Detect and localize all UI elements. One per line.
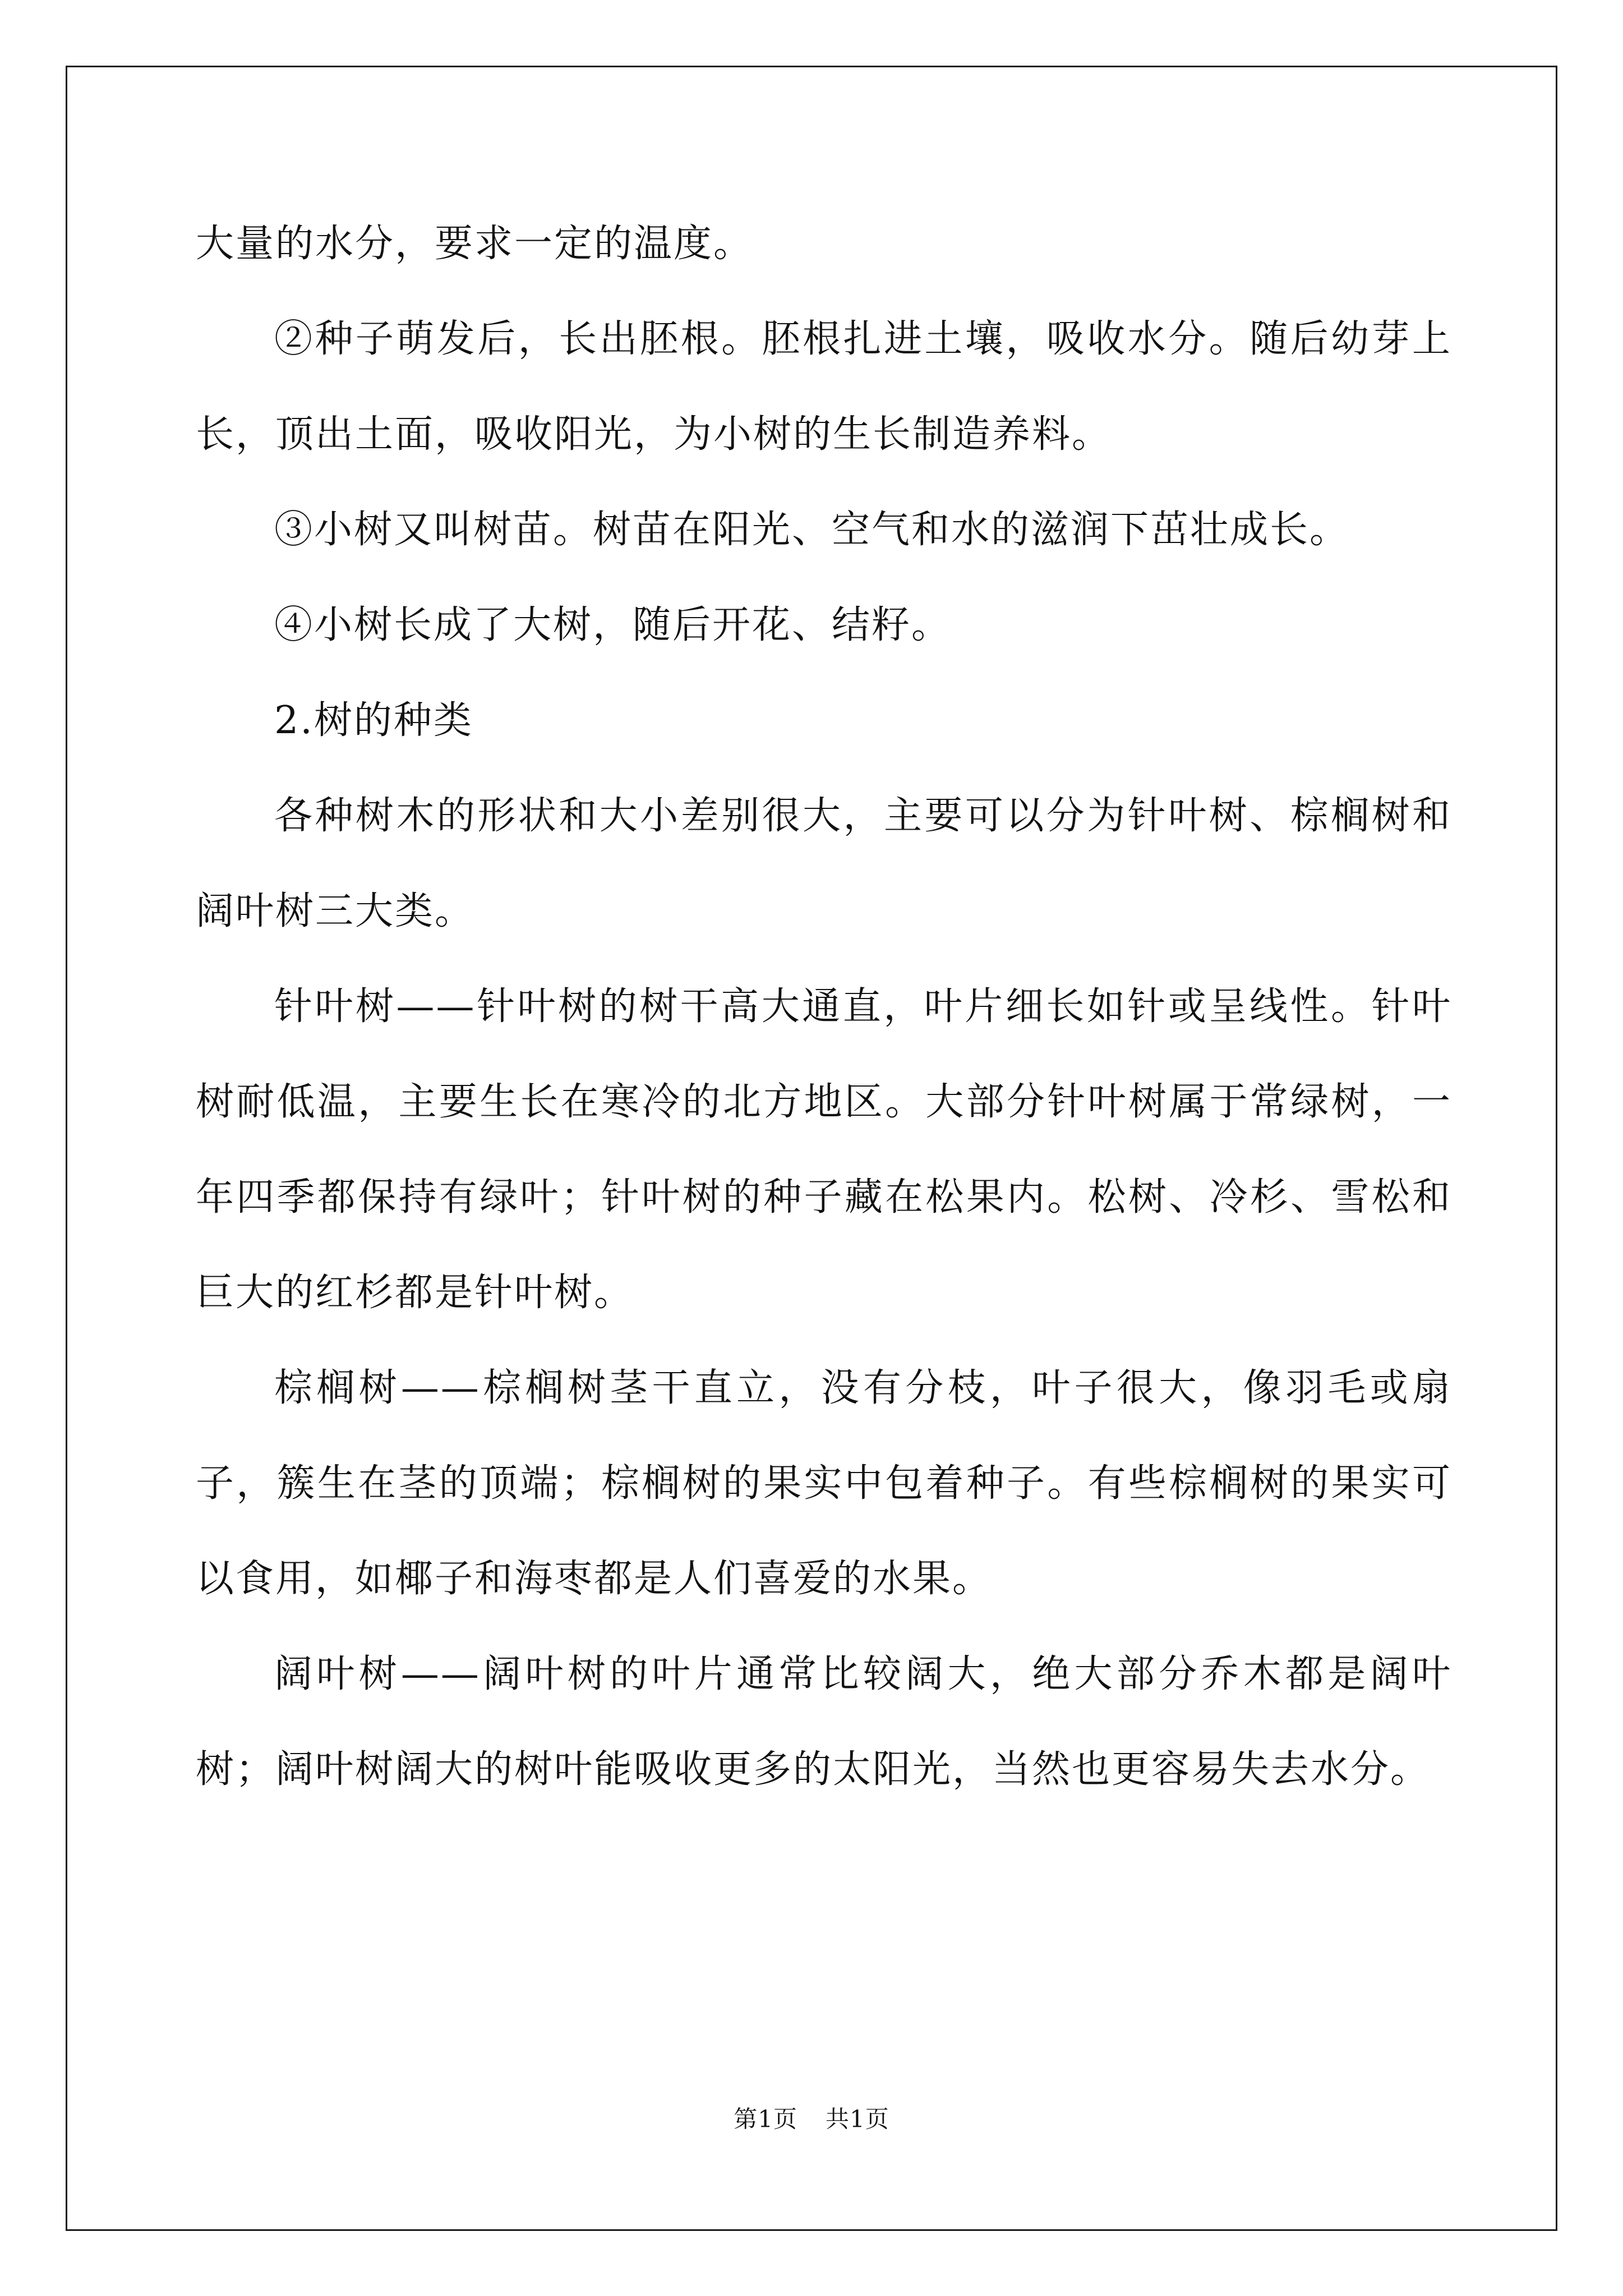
paragraph-palms: 棕榈树——棕榈树茎干直立，没有分枝，叶子很大，像羽毛或扇子，簇生在茎的顶端；棕榈树的果实中包着种子。有些棕榈树的果实可以食用，如椰子和海枣都是人们喜爱的水果。 (196, 1366, 1452, 1601)
page-footer (0, 2101, 1623, 2134)
page-total: 共1页 (826, 2105, 889, 2133)
paragraph-continuation: 大量的水分，要求一定的温度。 (196, 222, 754, 266)
document-body (196, 196, 1452, 1818)
paragraph-step-3: ③小树又叫树苗。树苗在阳光、空气和水的滋润下茁壮成长。 (274, 508, 1350, 552)
paragraph-step-4: ④小树长成了大树，随后开花、结籽。 (274, 603, 952, 647)
section-heading-tree-types: 2.树的种类 (274, 698, 473, 743)
paragraph-conifers: 针叶树——针叶树的树干高大通直，叶片细长如针或呈线性。针叶树耐低温，主要生长在寒冷的北方地区。大部分针叶树属于常绿树，一年四季都保持有绿叶；针叶树的种子藏在松果内。松树、冷杉、雪松和巨大的红杉都是针叶树。 (196, 984, 1452, 1315)
paragraph-step-2: ②种子萌发后，长出胚根。胚根扎进土壤，吸收水分。随后幼芽上长，顶出土面，吸收阳光，为小树的生长制造养料。 (196, 317, 1452, 457)
paragraph-tree-types-intro: 各种树木的形状和大小差别很大，主要可以分为针叶树、棕榈树和阔叶树三大类。 (196, 794, 1452, 933)
paragraph-broadleaf: 阔叶树——阔叶树的叶片通常比较阔大，绝大部分乔木都是阔叶树；阔叶树阔大的树叶能吸收更多的太阳光，当然也更容易失去水分。 (196, 1652, 1452, 1792)
page-number: 第1页 (734, 2105, 797, 2133)
